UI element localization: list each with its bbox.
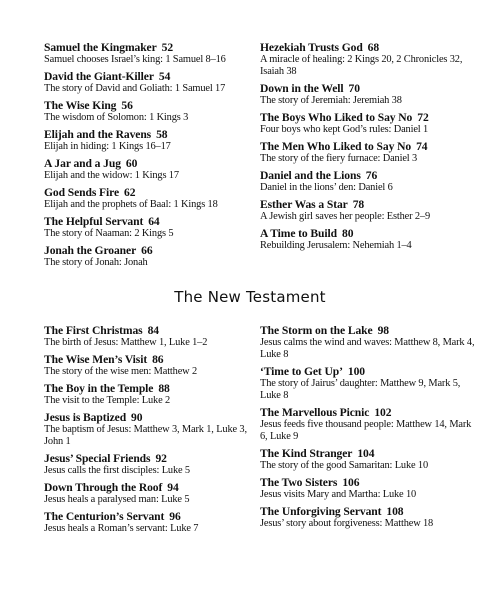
page-number: 100 xyxy=(347,365,365,378)
entry-description: The story of Jonah: Jonah xyxy=(44,257,148,268)
entry-description: Elijah in hiding: 1 Kings 16–17 xyxy=(44,141,171,152)
entry-description: The story of the good Samaritan: Luke 10 xyxy=(260,460,429,471)
toc-entry[interactable] xyxy=(44,100,262,124)
entry-description: The wisdom of Solomon: 1 Kings 3 xyxy=(44,112,189,123)
page-number: 70 xyxy=(348,82,360,95)
entry-description: Jesus heals a Roman’s servant: Luke 7 xyxy=(44,523,199,534)
page-number: 102 xyxy=(374,406,392,419)
toc-entry[interactable] xyxy=(260,199,478,223)
page-number: 92 xyxy=(155,452,167,465)
toc-entry[interactable] xyxy=(260,228,478,252)
page-number: 80 xyxy=(342,227,354,240)
page-number: 90 xyxy=(131,411,143,424)
toc-entry[interactable] xyxy=(44,453,262,477)
entry-title: The Unforgiving Servant xyxy=(260,505,382,518)
toc-entry[interactable] xyxy=(260,112,478,136)
entry-title: The Wise Men’s Visit xyxy=(44,353,148,366)
entry-title: The Men Who Liked to Say No xyxy=(260,140,412,153)
entry-title: Jesus’ Special Friends xyxy=(44,452,151,465)
entry-title: Elijah and the Ravens xyxy=(44,128,152,141)
entry-title: The Boy in the Temple xyxy=(44,382,154,395)
toc-entry[interactable] xyxy=(260,141,478,165)
page-number: 72 xyxy=(417,111,429,124)
entry-title: Esther Was a Star xyxy=(260,198,348,211)
entry-title: The Helpful Servant xyxy=(44,215,144,228)
entry-description: Jesus calls the first disciples: Luke 5 xyxy=(44,465,190,476)
entry-description: Daniel in the lions’ den: Daniel 6 xyxy=(260,182,393,193)
entry-description: The story of Jeremiah: Jeremiah 38 xyxy=(260,95,402,106)
entry-description: The story of the fiery furnace: Daniel 3 xyxy=(260,153,418,164)
new-testament-right-column xyxy=(260,325,478,535)
page-number: 86 xyxy=(152,353,164,366)
entry-description: Jesus heals a paralysed man: Luke 5 xyxy=(44,494,190,505)
entry-title: The Boys Who Liked to Say No xyxy=(260,111,413,124)
toc-entry[interactable] xyxy=(260,407,478,443)
page-number: 94 xyxy=(167,481,179,494)
entry-title: The Marvellous Picnic xyxy=(260,406,370,419)
toc-entry[interactable] xyxy=(44,42,262,66)
old-testament-right-column xyxy=(260,42,478,257)
entry-description: The baptism of Jesus: Matthew 3, Mark 1, Luke 3, John 1 xyxy=(44,424,247,447)
entry-title: The Two Sisters xyxy=(260,476,338,489)
entry-description: A miracle of healing: 2 Kings 20, 2 Chronicles 32, Isaiah 38 xyxy=(260,54,463,77)
toc-entry[interactable] xyxy=(260,448,478,472)
entry-title: Down in the Well xyxy=(260,82,344,95)
entry-description: Rebuilding Jerusalem: Nehemiah 1–4 xyxy=(260,240,412,251)
entry-description: A Jewish girl saves her people: Esther 2–9 xyxy=(260,211,431,222)
toc-entry[interactable] xyxy=(44,354,262,378)
entry-title: ‘Time to Get Up’ xyxy=(260,365,343,378)
entry-title: Samuel the Kingmaker xyxy=(44,41,157,54)
page-number: 96 xyxy=(169,510,181,523)
page-number: 66 xyxy=(141,244,153,257)
toc-entry[interactable] xyxy=(44,482,262,506)
entry-title: The First Christmas xyxy=(44,324,143,337)
page-number: 52 xyxy=(161,41,174,54)
toc-entry[interactable] xyxy=(44,511,262,535)
entry-description: The story of David and Goliath: 1 Samuel 17 xyxy=(44,83,226,94)
toc-entry[interactable] xyxy=(260,42,478,78)
toc-entry[interactable] xyxy=(44,325,262,349)
section-heading: The New Testament xyxy=(174,288,326,306)
entry-title: The Kind Stranger xyxy=(260,447,353,460)
entry-title: Down Through the Roof xyxy=(44,481,163,494)
page-number: 84 xyxy=(147,324,159,337)
page-number: 58 xyxy=(156,128,168,141)
page-number: 108 xyxy=(386,505,404,518)
toc-entry[interactable] xyxy=(260,506,478,530)
toc-entry[interactable] xyxy=(260,83,478,107)
entry-description: The story of Jairus’ daughter: Matthew 9, Mark 5, Luke 8 xyxy=(260,378,461,401)
page-number: 64 xyxy=(148,215,160,228)
page-number: 106 xyxy=(342,476,360,489)
entry-title: David the Giant-Killer xyxy=(44,70,154,83)
page-number: 88 xyxy=(158,382,170,395)
page-number: 54 xyxy=(158,70,171,83)
entry-title: Jonah the Groaner xyxy=(44,244,137,257)
entry-title: Jesus is Baptized xyxy=(44,411,127,424)
entry-description: Elijah and the prophets of Baal: 1 Kings 18 xyxy=(44,199,218,210)
entry-title: The Centurion’s Servant xyxy=(44,510,165,523)
entry-description: Elijah and the widow: 1 Kings 17 xyxy=(44,170,179,181)
entry-description: Jesus calms the wind and waves: Matthew 8, Mark 4, Luke 8 xyxy=(260,337,475,360)
toc-entry[interactable] xyxy=(44,187,262,211)
toc-entry[interactable] xyxy=(260,477,478,501)
page-number: 98 xyxy=(377,324,389,337)
toc-entry[interactable] xyxy=(44,216,262,240)
entry-description: The visit to the Temple: Luke 2 xyxy=(44,395,171,406)
entry-description: Samuel chooses Israel’s king: 1 Samuel 8–16 xyxy=(44,54,226,65)
entry-description: The story of the wise men: Matthew 2 xyxy=(44,366,198,377)
page-number: 78 xyxy=(352,198,365,211)
page-number: 56 xyxy=(121,99,133,112)
toc-entry[interactable] xyxy=(260,170,478,194)
page-number: 68 xyxy=(367,41,380,54)
page-number: 74 xyxy=(416,140,428,153)
page-number: 60 xyxy=(125,157,138,170)
toc-entry[interactable] xyxy=(260,325,478,361)
toc-entry[interactable] xyxy=(44,245,262,269)
entry-title: A Jar and a Jug xyxy=(44,157,121,170)
entry-description: The story of Naaman: 2 Kings 5 xyxy=(44,228,174,239)
toc-entry[interactable] xyxy=(44,158,262,182)
page-number: 76 xyxy=(365,169,378,182)
entry-title: The Wise King xyxy=(44,99,117,112)
toc-entry[interactable] xyxy=(44,412,262,448)
entry-title: God Sends Fire xyxy=(44,186,120,199)
new-testament-left-column xyxy=(44,325,262,540)
toc-entry[interactable] xyxy=(44,129,262,153)
page-number: 104 xyxy=(357,447,375,460)
toc-entry[interactable] xyxy=(44,71,262,95)
entry-description: Jesus visits Mary and Martha: Luke 10 xyxy=(260,489,417,500)
entry-description: Four boys who kept God’s rules: Daniel 1 xyxy=(260,124,429,135)
entry-description: The birth of Jesus: Matthew 1, Luke 1–2 xyxy=(44,337,208,348)
old-testament-left-column xyxy=(44,42,262,274)
toc-entry[interactable] xyxy=(44,383,262,407)
toc-entry[interactable] xyxy=(260,366,478,402)
entry-title: Hezekiah Trusts God xyxy=(260,41,363,54)
entry-title: A Time to Build xyxy=(260,227,337,240)
entry-title: Daniel and the Lions xyxy=(260,169,361,182)
entry-title: The Storm on the Lake xyxy=(260,324,373,337)
entry-description: Jesus’ story about forgiveness: Matthew 18 xyxy=(260,518,434,529)
page-number: 62 xyxy=(124,186,136,199)
entry-description: Jesus feeds five thousand people: Matthew 14, Mark 6, Luke 9 xyxy=(260,419,472,442)
